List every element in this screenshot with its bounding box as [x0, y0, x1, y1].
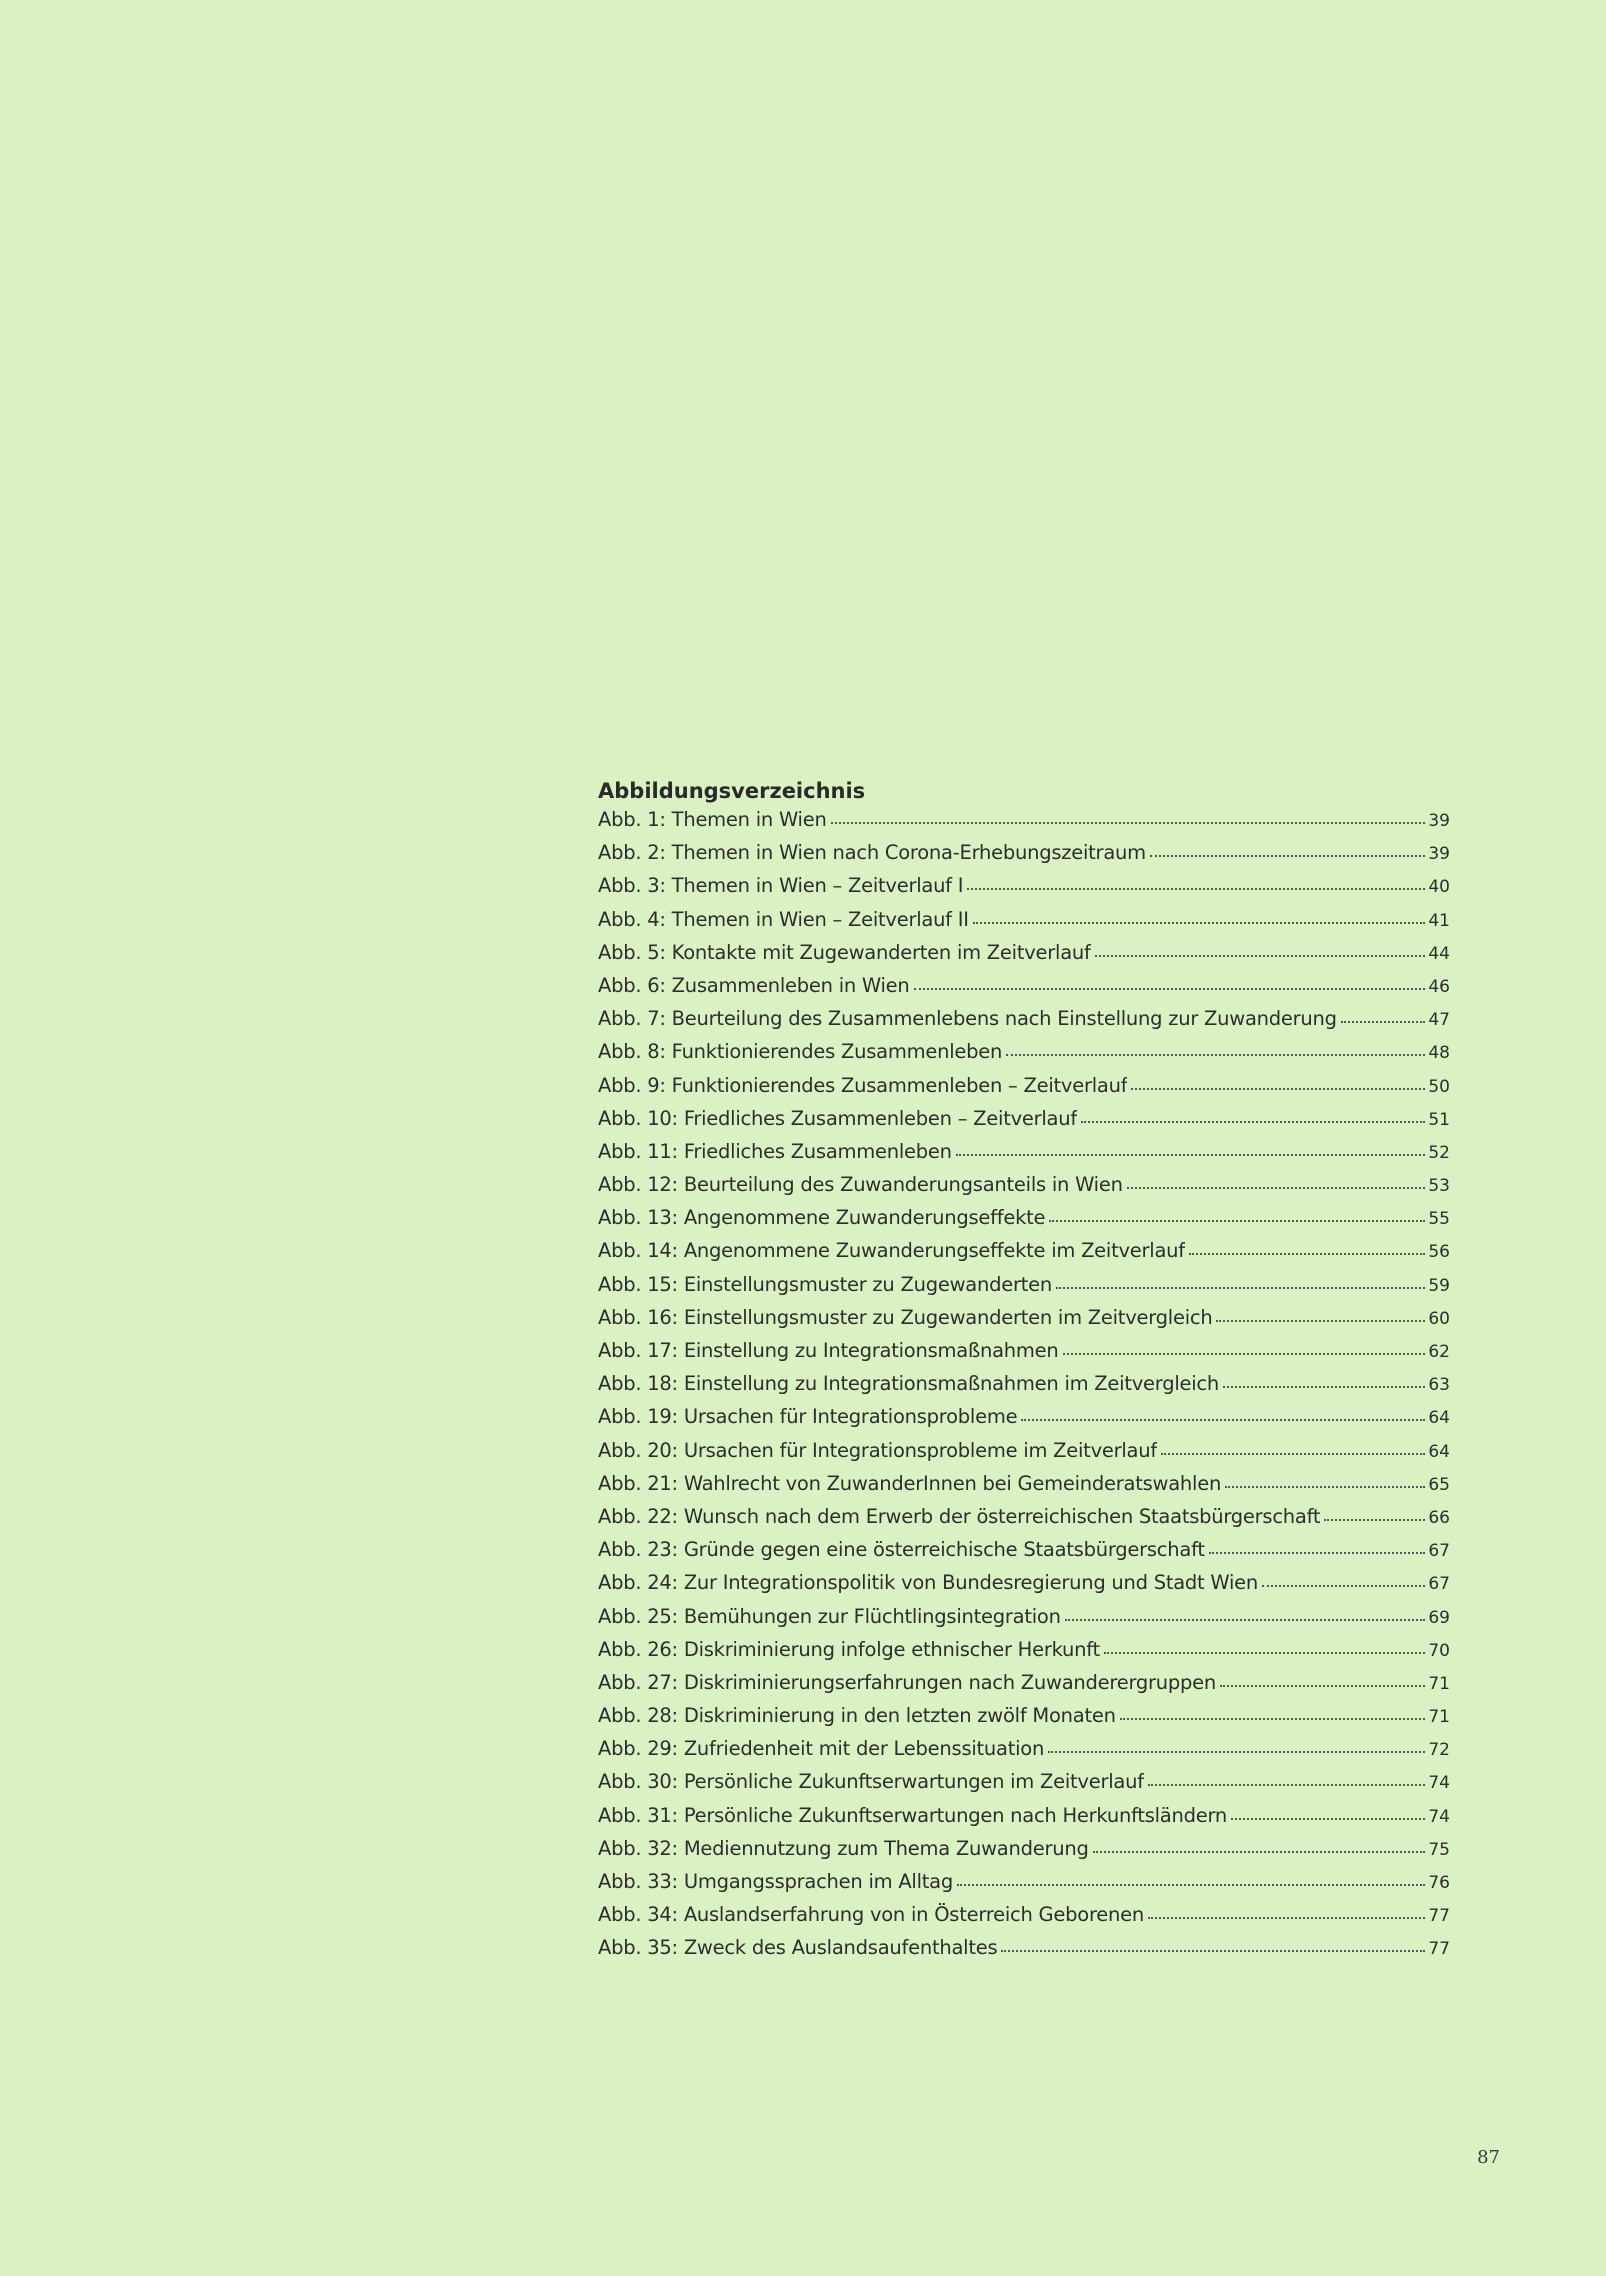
toc-dot-leader [1341, 1020, 1426, 1023]
toc-entry-title: Abb. 5: Kontakte mit Zugewanderten im Zeitverlauf [598, 940, 1091, 964]
toc-entry [598, 1339, 1450, 1372]
toc-dot-leader [1120, 1717, 1426, 1720]
toc-entry [598, 1206, 1450, 1239]
toc-entry-title: Abb. 26: Diskriminierung infolge ethnischer Herkunft [598, 1637, 1100, 1661]
toc-dot-leader [967, 887, 1425, 890]
toc-entry-page: 69 [1428, 1607, 1450, 1628]
toc-dot-leader [1056, 1286, 1425, 1289]
toc-entry-title: Abb. 28: Diskriminierung in den letzten zwölf Monaten [598, 1704, 1116, 1728]
toc-entry [598, 1140, 1450, 1173]
toc-entry-page: 67 [1428, 1541, 1450, 1562]
toc-entry-page: 46 [1428, 976, 1450, 997]
toc-entry-page: 50 [1428, 1076, 1450, 1097]
toc-entry-title: Abb. 27: Diskriminierungserfahrungen nach Zuwanderergruppen [598, 1670, 1217, 1694]
toc-entry [598, 841, 1450, 874]
toc-dot-leader [973, 921, 1426, 924]
toc-entry-page: 60 [1428, 1308, 1450, 1329]
toc-entry-title: Abb. 2: Themen in Wien nach Corona-Erhebungszeitraum [598, 841, 1146, 865]
toc-dot-leader [1231, 1817, 1425, 1820]
toc-entry [598, 808, 1450, 841]
toc-entry [598, 1605, 1450, 1638]
toc-entry-title: Abb. 8: Funktionierendes Zusammenleben [598, 1040, 1003, 1064]
toc-entry [598, 1405, 1450, 1438]
toc-entry-title: Abb. 18: Einstellung zu Integrationsmaßnahmen im Zeitvergleich [598, 1372, 1219, 1396]
toc-dot-leader [1049, 1219, 1425, 1222]
toc-dot-leader [1006, 1053, 1425, 1056]
toc-entry-title: Abb. 35: Zweck des Auslandsaufenthaltes [598, 1936, 998, 1960]
toc-dot-leader [1063, 1352, 1426, 1355]
toc-dot-leader [1161, 1452, 1425, 1455]
toc-entry-title: Abb. 19: Ursachen für Integrationsprobleme [598, 1405, 1018, 1429]
toc-dot-leader [1127, 1186, 1426, 1189]
toc-entry [598, 1505, 1450, 1538]
toc-entry-title: Abb. 17: Einstellung zu Integrationsmaßnahmen [598, 1339, 1059, 1362]
toc-entry [598, 1439, 1450, 1472]
toc-entry-title: Abb. 10: Friedliches Zusammenleben – Zeitverlauf [598, 1106, 1077, 1130]
toc-dot-leader [1150, 854, 1425, 857]
toc-entry [598, 1770, 1450, 1803]
toc-entry-title: Abb. 21: Wahlrecht von ZuwanderInnen bei Gemeinderatswahlen [598, 1471, 1222, 1495]
toc-entry-page: 55 [1428, 1209, 1450, 1230]
toc-dot-leader [1223, 1385, 1425, 1388]
toc-entry-page: 39 [1428, 844, 1450, 865]
toc-entry-page: 47 [1428, 1010, 1450, 1031]
toc-entry-page: 39 [1428, 811, 1450, 831]
toc-entry [598, 1936, 1450, 1969]
toc-entry-page: 64 [1428, 1408, 1450, 1429]
toc-entry-title: Abb. 15: Einstellungsmuster zu Zugewanderten [598, 1272, 1052, 1296]
toc-dot-leader [956, 1153, 1426, 1156]
toc-entry [598, 1273, 1450, 1306]
toc-dot-leader [1209, 1551, 1426, 1554]
toc-entry-title: Abb. 16: Einstellungsmuster zu Zugewanderten im Zeitvergleich [598, 1305, 1213, 1329]
page-number: 87 [1477, 2147, 1500, 2168]
toc-entry-title: Abb. 4: Themen in Wien – Zeitverlauf II [598, 907, 969, 931]
toc-dot-leader [1148, 1783, 1426, 1786]
toc-entry-page: 44 [1428, 943, 1450, 964]
toc-entry-title: Abb. 20: Ursachen für Integrationsprobleme im Zeitverlauf [598, 1438, 1157, 1462]
list-of-figures-entries [598, 808, 1450, 1970]
toc-entry-page: 76 [1428, 1873, 1450, 1893]
toc-dot-leader [1081, 1120, 1425, 1123]
toc-entry-title: Abb. 9: Funktionierendes Zusammenleben – Zeitverlauf [598, 1073, 1128, 1097]
toc-entry-page: 67 [1428, 1574, 1450, 1595]
toc-entry [598, 1837, 1450, 1870]
toc-entry [598, 1173, 1450, 1206]
toc-entry-title: Abb. 11: Friedliches Zusammenleben [598, 1139, 952, 1163]
toc-entry [598, 1704, 1450, 1737]
toc-entry-title: Abb. 25: Bemühungen zur Flüchtlingsintegration [598, 1604, 1061, 1628]
toc-entry-title: Abb. 1: Themen in Wien [598, 808, 827, 831]
toc-entry-page: 40 [1428, 877, 1450, 898]
list-of-figures [598, 775, 1450, 1970]
toc-entry-page: 51 [1428, 1109, 1450, 1130]
toc-dot-leader [1225, 1485, 1425, 1488]
list-of-figures-heading: Abbildungsverzeichnis [598, 779, 866, 803]
toc-entry-title: Abb. 30: Persönliche Zukunftserwartungen im Zeitverlauf [598, 1770, 1144, 1794]
toc-dot-leader [1324, 1518, 1425, 1521]
toc-entry [598, 1372, 1450, 1405]
toc-entry [598, 1870, 1450, 1903]
toc-entry-page: 75 [1428, 1839, 1450, 1860]
toc-dot-leader [1262, 1584, 1425, 1587]
toc-dot-leader [1093, 1850, 1426, 1853]
toc-entry [598, 974, 1450, 1007]
toc-entry-title: Abb. 7: Beurteilung des Zusammenlebens nach Einstellung zur Zuwanderung [598, 1007, 1337, 1031]
toc-entry-page: 63 [1428, 1375, 1450, 1396]
toc-entry [598, 1074, 1450, 1107]
toc-entry-page: 66 [1428, 1507, 1450, 1528]
toc-entry-page: 77 [1428, 1906, 1450, 1927]
toc-entry-title: Abb. 31: Persönliche Zukunftserwartungen nach Herkunftsländern [598, 1803, 1228, 1827]
toc-dot-leader [1095, 954, 1426, 957]
toc-entry [598, 1306, 1450, 1339]
toc-entry-title: Abb. 33: Umgangssprachen im Alltag [598, 1870, 953, 1893]
toc-dot-leader [1048, 1750, 1425, 1753]
toc-entry-title: Abb. 13: Angenommene Zuwanderungseffekte [598, 1206, 1046, 1230]
toc-entry [598, 1903, 1450, 1936]
toc-dot-leader [1001, 1949, 1425, 1952]
toc-entry-page: 56 [1428, 1242, 1450, 1263]
toc-entry [598, 941, 1450, 974]
toc-entry [598, 1804, 1450, 1837]
toc-entry [598, 908, 1450, 941]
toc-entry-page: 65 [1428, 1474, 1450, 1495]
toc-dot-leader [1148, 1916, 1425, 1919]
toc-entry [598, 1472, 1450, 1505]
toc-entry [598, 1007, 1450, 1040]
toc-entry-page: 77 [1428, 1939, 1450, 1960]
toc-entry [598, 1107, 1450, 1140]
toc-entry [598, 1538, 1450, 1571]
toc-entry [598, 874, 1450, 907]
toc-dot-leader [1189, 1252, 1425, 1255]
toc-entry [598, 1040, 1450, 1073]
toc-entry-page: 53 [1428, 1176, 1450, 1197]
toc-entry-title: Abb. 29: Zufriedenheit mit der Lebenssituation [598, 1737, 1045, 1761]
toc-entry-title: Abb. 12: Beurteilung des Zuwanderungsanteils in Wien [598, 1173, 1123, 1197]
toc-entry-page: 72 [1428, 1740, 1450, 1761]
toc-dot-leader [1065, 1618, 1426, 1621]
toc-entry-page: 64 [1428, 1441, 1450, 1462]
toc-entry-page: 74 [1428, 1773, 1450, 1794]
toc-entry [598, 1737, 1450, 1770]
toc-entry-page: 71 [1428, 1707, 1450, 1728]
toc-entry-page: 62 [1428, 1342, 1450, 1362]
toc-entry-title: Abb. 34: Auslandserfahrung von in Österreich Geborenen [598, 1903, 1145, 1927]
toc-entry-page: 52 [1428, 1142, 1450, 1163]
toc-dot-leader [1216, 1319, 1425, 1322]
toc-entry-page: 70 [1428, 1640, 1450, 1661]
toc-dot-leader [1021, 1418, 1425, 1421]
toc-entry-page: 71 [1428, 1673, 1450, 1694]
toc-entry [598, 1571, 1450, 1604]
toc-entry-page: 41 [1428, 910, 1450, 931]
toc-entry-title: Abb. 22: Wunsch nach dem Erwerb der österreichischen Staatsbürgerschaft [598, 1504, 1321, 1528]
toc-entry-title: Abb. 23: Gründe gegen eine österreichische Staatsbürgerschaft [598, 1538, 1205, 1562]
toc-entry-title: Abb. 24: Zur Integrationspolitik von Bundesregierung und Stadt Wien [598, 1571, 1259, 1595]
toc-entry [598, 1671, 1450, 1704]
toc-dot-leader [1104, 1651, 1425, 1654]
toc-dot-leader [957, 1883, 1425, 1886]
toc-entry-page: 74 [1428, 1806, 1450, 1827]
toc-entry-page: 48 [1428, 1043, 1450, 1064]
toc-entry [598, 1239, 1450, 1272]
toc-entry-title: Abb. 14: Angenommene Zuwanderungseffekte im Zeitverlauf [598, 1239, 1185, 1263]
toc-entry [598, 1638, 1450, 1671]
toc-entry-title: Abb. 3: Themen in Wien – Zeitverlauf I [598, 874, 964, 898]
toc-dot-leader [914, 987, 1426, 990]
toc-dot-leader [831, 821, 1426, 824]
toc-entry-page: 59 [1428, 1275, 1450, 1296]
toc-entry-title: Abb. 6: Zusammenleben in Wien [598, 973, 910, 997]
toc-dot-leader [1131, 1087, 1425, 1090]
toc-dot-leader [1220, 1684, 1425, 1687]
toc-entry-title: Abb. 32: Mediennutzung zum Thema Zuwanderung [598, 1836, 1089, 1860]
